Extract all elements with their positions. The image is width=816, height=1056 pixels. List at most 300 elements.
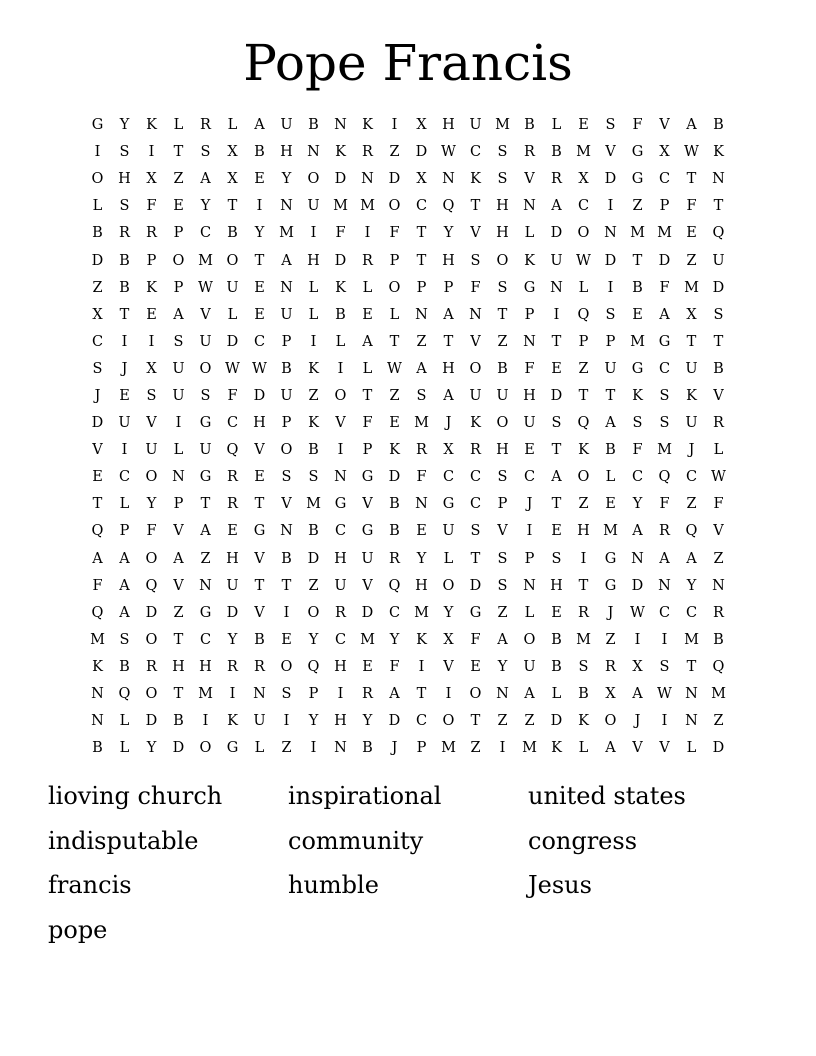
grid-row <box>84 166 732 193</box>
grid-letter: T <box>686 333 697 350</box>
grid-letter: A <box>173 306 184 323</box>
grid-letter: K <box>92 658 103 675</box>
grid-letter: O <box>523 631 536 648</box>
grid-letter: B <box>551 144 562 161</box>
grid-letter: L <box>173 442 184 459</box>
grid-letter: E <box>578 117 589 134</box>
grid-letter: R <box>146 225 157 242</box>
grid-letter: Y <box>362 713 373 730</box>
grid-letter: L <box>605 469 616 486</box>
grid-letter: N <box>658 577 671 594</box>
grid-letter: G <box>226 740 239 757</box>
grid-letter: D <box>172 740 185 757</box>
grid-row <box>84 112 732 139</box>
grid-letter: I <box>634 631 641 648</box>
grid-letter: T <box>416 686 427 703</box>
grid-letter: E <box>551 360 562 377</box>
grid-letter: Z <box>605 631 616 648</box>
grid-letter: D <box>91 415 104 432</box>
grid-letter: F <box>686 198 697 215</box>
grid-letter: K <box>362 117 373 134</box>
grid-letter: N <box>253 686 266 703</box>
grid-letter: D <box>712 279 725 296</box>
grid-letter: G <box>604 550 617 567</box>
grid-letter: D <box>415 144 428 161</box>
grid-letter: X <box>146 171 157 188</box>
grid-row <box>84 193 732 220</box>
grid-letter: P <box>659 198 670 215</box>
grid-letter: I <box>148 144 155 161</box>
grid-row <box>84 681 732 708</box>
grid-letter: C <box>334 631 347 648</box>
grid-letter: E <box>254 171 265 188</box>
grid-letter: M <box>495 117 510 134</box>
grid-letter: U <box>550 252 563 269</box>
grid-letter: E <box>524 442 535 459</box>
grid-letter: E <box>389 415 400 432</box>
grid-letter: T <box>497 306 508 323</box>
grid-letter: O <box>226 252 239 269</box>
grid-letter: C <box>442 469 455 486</box>
grid-letter: U <box>334 577 347 594</box>
letter-grid <box>84 112 732 762</box>
grid-letter: I <box>310 333 317 350</box>
grid-letter: E <box>92 469 103 486</box>
grid-letter: Q <box>577 415 590 432</box>
grid-letter: T <box>281 577 292 594</box>
grid-letter: Z <box>497 333 508 350</box>
grid-letter: P <box>389 252 400 269</box>
grid-letter: G <box>442 496 455 513</box>
grid-letter: L <box>173 117 184 134</box>
grid-letter: N <box>361 171 374 188</box>
grid-letter: F <box>335 225 346 242</box>
grid-letter: J <box>526 496 533 513</box>
grid-letter: Y <box>281 171 292 188</box>
grid-letter: E <box>470 658 481 675</box>
grid-letter: O <box>145 550 158 567</box>
grid-letter: N <box>280 198 293 215</box>
grid-letter: O <box>307 171 320 188</box>
grid-letter: S <box>497 144 508 161</box>
grid-letter: E <box>632 306 643 323</box>
grid-letter: T <box>173 686 184 703</box>
grid-row <box>84 491 732 518</box>
grid-letter: F <box>227 387 238 404</box>
grid-letter: X <box>632 658 643 675</box>
grid-letter: P <box>173 225 184 242</box>
grid-letter: T <box>578 387 589 404</box>
grid-letter: S <box>173 333 184 350</box>
grid-letter: T <box>254 496 265 513</box>
grid-letter: M <box>522 740 537 757</box>
grid-letter: N <box>415 496 428 513</box>
word-list-item: inspirational <box>288 782 442 810</box>
grid-letter: N <box>442 171 455 188</box>
grid-letter: B <box>389 496 400 513</box>
grid-letter: Q <box>91 604 104 621</box>
grid-letter: R <box>227 496 238 513</box>
word-list-item: indisputable <box>48 826 199 855</box>
grid-letter: O <box>496 415 509 432</box>
grid-letter: A <box>200 171 211 188</box>
grid-letter: Z <box>524 713 535 730</box>
grid-letter: Y <box>308 631 319 648</box>
grid-letter: O <box>577 225 590 242</box>
grid-letter: A <box>281 252 292 269</box>
grid-letter: O <box>307 604 320 621</box>
grid-letter: V <box>659 740 670 757</box>
grid-letter: A <box>551 198 562 215</box>
grid-letter: H <box>334 713 347 730</box>
grid-letter: A <box>551 469 562 486</box>
grid-letter: B <box>119 658 130 675</box>
grid-letter: D <box>658 252 671 269</box>
grid-letter: T <box>686 658 697 675</box>
grid-row <box>84 329 732 356</box>
grid-letter: S <box>146 387 157 404</box>
grid-letter: C <box>199 225 212 242</box>
grid-letter: W <box>684 144 699 161</box>
grid-letter: N <box>415 306 428 323</box>
grid-letter: I <box>661 713 668 730</box>
grid-letter: V <box>281 496 292 513</box>
grid-letter: Y <box>443 225 454 242</box>
grid-letter: B <box>497 360 508 377</box>
grid-letter: O <box>199 740 212 757</box>
grid-letter: B <box>254 631 265 648</box>
grid-letter: O <box>469 686 482 703</box>
grid-letter: K <box>578 713 589 730</box>
grid-letter: I <box>607 279 614 296</box>
grid-letter: V <box>146 415 157 432</box>
grid-letter: Q <box>685 523 698 540</box>
grid-letter: C <box>685 469 698 486</box>
grid-letter: R <box>470 442 481 459</box>
grid-letter: Q <box>118 686 131 703</box>
grid-letter: O <box>145 686 158 703</box>
grid-letter: Y <box>686 577 697 594</box>
grid-letter: S <box>281 469 292 486</box>
grid-letter: Y <box>416 550 427 567</box>
grid-letter: U <box>307 198 320 215</box>
grid-letter: T <box>551 496 562 513</box>
grid-letter: D <box>253 387 266 404</box>
grid-letter: S <box>632 415 643 432</box>
grid-letter: G <box>361 469 374 486</box>
grid-letter: P <box>281 333 292 350</box>
grid-letter: O <box>91 171 104 188</box>
grid-letter: G <box>199 415 212 432</box>
grid-letter: Z <box>281 740 292 757</box>
grid-letter: P <box>497 496 508 513</box>
grid-letter: Y <box>497 658 508 675</box>
grid-letter: O <box>172 252 185 269</box>
grid-letter: O <box>469 360 482 377</box>
grid-letter: L <box>713 442 724 459</box>
grid-letter: J <box>688 442 695 459</box>
grid-letter: H <box>280 144 293 161</box>
grid-letter: P <box>146 252 157 269</box>
grid-letter: D <box>712 740 725 757</box>
grid-letter: B <box>281 550 292 567</box>
grid-letter: T <box>92 496 103 513</box>
grid-letter: L <box>92 198 103 215</box>
grid-letter: N <box>523 333 536 350</box>
grid-letter: F <box>524 360 535 377</box>
grid-letter: Q <box>307 658 320 675</box>
grid-letter: R <box>335 604 346 621</box>
grid-letter: J <box>607 604 614 621</box>
grid-letter: A <box>119 577 130 594</box>
grid-letter: M <box>576 144 591 161</box>
grid-letter: U <box>442 523 455 540</box>
grid-letter: I <box>283 713 290 730</box>
grid-letter: C <box>469 496 482 513</box>
grid-letter: R <box>389 550 400 567</box>
grid-letter: R <box>119 225 130 242</box>
grid-letter: Z <box>497 604 508 621</box>
grid-letter: A <box>686 550 697 567</box>
grid-letter: O <box>199 360 212 377</box>
grid-letter: T <box>578 577 589 594</box>
grid-letter: P <box>578 333 589 350</box>
grid-letter: A <box>632 523 643 540</box>
grid-letter: K <box>470 171 481 188</box>
grid-letter: N <box>172 469 185 486</box>
grid-letter: X <box>416 171 427 188</box>
grid-letter: U <box>523 658 536 675</box>
grid-letter: B <box>92 225 103 242</box>
grid-letter: F <box>389 658 400 675</box>
grid-row <box>84 464 732 491</box>
grid-letter: K <box>146 117 157 134</box>
grid-letter: G <box>199 469 212 486</box>
grid-letter: O <box>145 631 158 648</box>
grid-letter: H <box>334 658 347 675</box>
grid-letter: R <box>524 144 535 161</box>
grid-letter: D <box>631 577 644 594</box>
grid-letter: K <box>578 442 589 459</box>
grid-letter: V <box>173 523 184 540</box>
grid-letter: P <box>362 442 373 459</box>
grid-letter: I <box>256 198 263 215</box>
grid-letter: L <box>227 117 238 134</box>
grid-letter: J <box>445 415 452 432</box>
grid-letter: N <box>631 550 644 567</box>
grid-letter: D <box>91 252 104 269</box>
grid-letter: N <box>523 577 536 594</box>
grid-letter: C <box>577 198 590 215</box>
grid-letter: H <box>415 577 428 594</box>
grid-row <box>84 437 732 464</box>
grid-letter: U <box>145 442 158 459</box>
grid-letter: X <box>686 306 697 323</box>
grid-letter: U <box>118 415 131 432</box>
grid-letter: K <box>146 279 157 296</box>
grid-letter: B <box>524 117 535 134</box>
grid-letter: B <box>335 306 346 323</box>
word-list-item: united states <box>528 782 686 810</box>
grid-letter: T <box>200 496 211 513</box>
grid-letter: A <box>416 360 427 377</box>
grid-letter: V <box>470 225 481 242</box>
grid-letter: F <box>659 496 670 513</box>
grid-letter: L <box>362 279 373 296</box>
grid-letter: R <box>713 415 724 432</box>
grid-letter: K <box>686 387 697 404</box>
grid-letter: H <box>550 577 563 594</box>
grid-letter: I <box>661 631 668 648</box>
grid-letter: S <box>470 252 481 269</box>
grid-letter: E <box>254 306 265 323</box>
grid-letter: E <box>551 523 562 540</box>
grid-letter: V <box>335 415 346 432</box>
grid-letter: A <box>173 550 184 567</box>
grid-letter: V <box>200 306 211 323</box>
grid-letter: Y <box>119 117 130 134</box>
grid-letter: I <box>283 604 290 621</box>
grid-letter: G <box>253 523 266 540</box>
grid-letter: R <box>713 604 724 621</box>
grid-letter: M <box>684 631 699 648</box>
grid-letter: T <box>416 225 427 242</box>
grid-letter: E <box>119 387 130 404</box>
grid-letter: T <box>389 333 400 350</box>
grid-letter: S <box>605 306 616 323</box>
grid-letter: V <box>524 171 535 188</box>
grid-letter: F <box>470 631 481 648</box>
grid-letter: O <box>280 658 293 675</box>
grid-letter: A <box>524 686 535 703</box>
grid-letter: O <box>496 252 509 269</box>
grid-letter: Z <box>416 333 427 350</box>
grid-letter: N <box>334 740 347 757</box>
grid-letter: G <box>658 333 671 350</box>
grid-letter: L <box>362 360 373 377</box>
grid-row <box>84 302 732 329</box>
grid-letter: M <box>414 415 429 432</box>
grid-letter: D <box>388 171 401 188</box>
grid-letter: B <box>551 631 562 648</box>
page-title: Pope Francis <box>243 34 573 92</box>
grid-letter: U <box>604 360 617 377</box>
grid-row <box>84 708 732 735</box>
grid-letter: D <box>145 713 158 730</box>
grid-letter: M <box>630 225 645 242</box>
grid-letter: M <box>603 523 618 540</box>
grid-letter: B <box>605 442 616 459</box>
grid-letter: I <box>310 225 317 242</box>
grid-letter: H <box>226 550 239 567</box>
word-list-item: community <box>288 826 424 855</box>
grid-letter: W <box>198 279 213 296</box>
grid-letter: R <box>227 658 238 675</box>
grid-letter: E <box>227 523 238 540</box>
grid-letter: W <box>252 360 267 377</box>
grid-letter: S <box>551 550 562 567</box>
grid-letter: Q <box>226 442 239 459</box>
grid-letter: S <box>470 523 481 540</box>
grid-row <box>84 573 732 600</box>
grid-letter: I <box>499 740 506 757</box>
word-list-item: humble <box>288 871 379 899</box>
grid-letter: Z <box>686 496 697 513</box>
grid-letter: H <box>199 658 212 675</box>
grid-letter: V <box>659 117 670 134</box>
grid-letter: Z <box>308 577 319 594</box>
grid-letter: T <box>551 333 562 350</box>
grid-letter: P <box>173 496 184 513</box>
grid-letter: N <box>523 198 536 215</box>
grid-letter: E <box>173 198 184 215</box>
grid-letter: P <box>524 306 535 323</box>
grid-letter: S <box>92 360 103 377</box>
grid-letter: M <box>198 686 213 703</box>
grid-letter: W <box>630 604 645 621</box>
grid-letter: B <box>551 658 562 675</box>
grid-letter: L <box>308 279 319 296</box>
grid-letter: K <box>335 279 346 296</box>
grid-letter: H <box>307 252 320 269</box>
grid-letter: U <box>226 577 239 594</box>
grid-letter: D <box>361 604 374 621</box>
grid-letter: A <box>254 117 265 134</box>
grid-letter: C <box>685 604 698 621</box>
grid-letter: Z <box>686 252 697 269</box>
grid-letter: B <box>119 279 130 296</box>
grid-letter: Q <box>145 577 158 594</box>
grid-letter: S <box>200 144 211 161</box>
grid-letter: M <box>441 740 456 757</box>
grid-letter: S <box>119 631 130 648</box>
grid-letter: X <box>443 631 454 648</box>
grid-letter: D <box>226 604 239 621</box>
grid-letter: K <box>389 442 400 459</box>
grid-letter: Q <box>712 225 725 242</box>
grid-letter: C <box>469 469 482 486</box>
grid-letter: H <box>334 550 347 567</box>
grid-letter: T <box>173 144 184 161</box>
grid-letter: T <box>470 550 481 567</box>
grid-letter: V <box>92 442 103 459</box>
grid-letter: X <box>605 686 616 703</box>
grid-letter: L <box>227 306 238 323</box>
grid-letter: T <box>686 171 697 188</box>
grid-letter: T <box>632 252 643 269</box>
grid-letter: J <box>121 360 128 377</box>
grid-letter: Q <box>658 469 671 486</box>
grid-letter: R <box>551 171 562 188</box>
grid-letter: M <box>657 225 672 242</box>
grid-letter: S <box>578 658 589 675</box>
grid-letter: M <box>360 198 375 215</box>
grid-letter: I <box>229 686 236 703</box>
grid-letter: Q <box>388 577 401 594</box>
grid-letter: A <box>389 686 400 703</box>
grid-letter: C <box>388 604 401 621</box>
grid-letter: K <box>308 415 319 432</box>
grid-letter: K <box>713 144 724 161</box>
grid-letter: E <box>605 496 616 513</box>
grid-letter: E <box>254 469 265 486</box>
grid-letter: A <box>605 415 616 432</box>
grid-letter: T <box>605 387 616 404</box>
word-list <box>48 778 768 956</box>
grid-letter: S <box>497 577 508 594</box>
grid-letter: D <box>550 713 563 730</box>
grid-letter: N <box>712 171 725 188</box>
